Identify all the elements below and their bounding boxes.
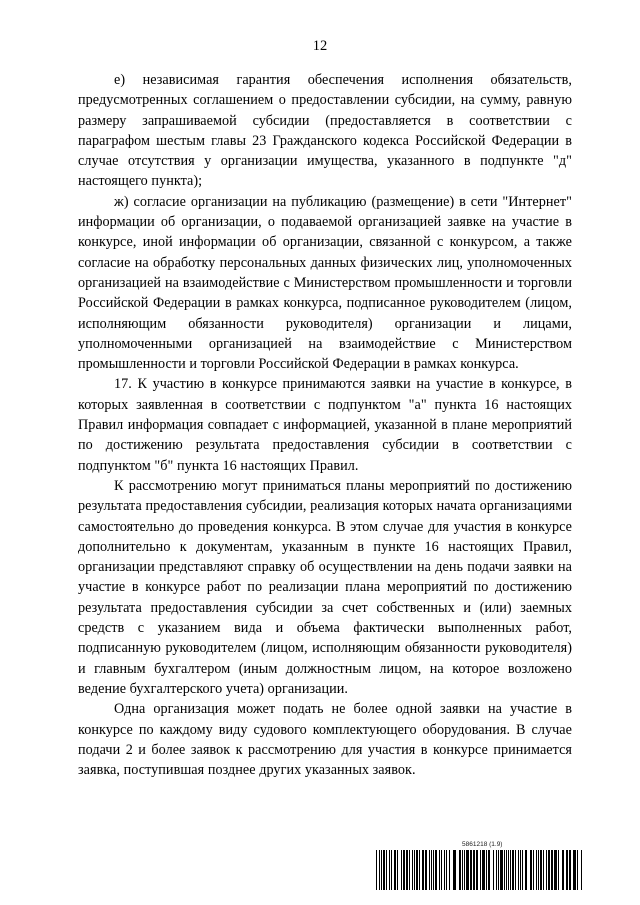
barcode-bar — [500, 850, 503, 890]
barcode-bar — [530, 850, 532, 890]
barcode-bar — [446, 850, 447, 890]
barcode-bar — [551, 850, 553, 890]
barcode-bar — [389, 850, 390, 890]
barcode-bar — [435, 850, 437, 890]
barcode-image — [376, 850, 582, 890]
barcode-bar — [538, 850, 539, 890]
barcode-bar — [412, 850, 413, 890]
barcode-bar — [488, 850, 490, 890]
barcode-bar — [425, 850, 427, 890]
barcode-bar — [464, 850, 465, 890]
barcode-bar — [386, 850, 387, 890]
barcode-bar — [403, 850, 405, 890]
barcode-bar — [520, 850, 521, 890]
barcode-bar — [444, 850, 445, 890]
barcode-bar — [401, 850, 402, 890]
barcode-bar — [554, 850, 557, 890]
barcode-bar — [548, 850, 550, 890]
barcode-bar — [577, 850, 578, 890]
barcode-bar — [383, 850, 385, 890]
barcode-bar — [466, 850, 469, 890]
barcode-bar — [558, 850, 559, 890]
barcode-bar — [406, 850, 408, 890]
barcode-bar — [391, 850, 392, 890]
paragraph-review-plans: К рассмотрению могут приниматься планы мероприятий по достижению результата предоставления субсидии, реализация которых начата организациями самостоятельно до проведения конкурса. В этом случае для участия в конкурсе дополнительно к документам, указанным в пункте 16 настоящих Правил, организации представляют справку об осуществлении на день подачи заявки на участие в конкурсе работ по реализации плана мероприятий по достижению результата предоставления субсидии за счет собственных и (или) заемных средств с указанием вида и объема фактически выполненных работ, подписанную руководителем (лицом, исполняющим обязанности руководителя) и главным бухгалтером (иным должностным лицом, на которое возложено ведение бухгалтерского учета) организации. — [78, 477, 572, 697]
barcode-bar — [422, 850, 424, 890]
barcode-bar — [459, 850, 461, 890]
barcode-bar — [429, 850, 430, 890]
barcode-bar — [482, 850, 485, 890]
barcode-bar — [533, 850, 534, 890]
barcode-bar — [512, 850, 514, 890]
barcode-bar — [462, 850, 463, 890]
paragraph-subitem-e: е) независимая гарантия обеспечения исполнения обязательств, предусмотренных соглашением о предоставлении субсидии, на сумму, равную размеру запрашиваемой субсидии (предоставляется в соответствии с параграфом шестым главы 23 Гражданского кодекса Российской Федерации в случае отсутствия у организации имущества, указанного в подпункте "д" настоящего пункта); — [78, 72, 572, 190]
barcode-bar — [493, 850, 494, 890]
barcode-bar — [525, 850, 527, 890]
barcode-bar — [416, 850, 418, 890]
barcode-bar — [518, 850, 519, 890]
barcode-bar — [453, 850, 456, 890]
barcode-bar — [449, 850, 450, 890]
document-code: 5861218 (1.9) — [462, 841, 503, 848]
barcode-bar — [470, 850, 472, 890]
barcode-bar — [433, 850, 434, 890]
paragraph-single-application: Одна организация может подать не более одной заявки на участие в конкурсе по каждому виду судового комплектующего оборудования. В случае подачи 2 и более заявок к рассмотрению для участия в конкурсе принимается заявка, поступившая позднее других указанных заявок. — [78, 701, 572, 779]
barcode-bar — [536, 850, 537, 890]
barcode-bar — [581, 850, 582, 890]
barcode-bar — [439, 850, 440, 890]
barcode-bar — [419, 850, 420, 890]
barcode-bar — [515, 850, 516, 890]
barcode-bar — [510, 850, 511, 890]
barcode-bar — [506, 850, 507, 890]
barcode-bar — [381, 850, 382, 890]
barcode-bar — [480, 850, 481, 890]
barcode-bar — [543, 850, 544, 890]
barcode-bar — [504, 850, 505, 890]
barcode-bar — [394, 850, 396, 890]
barcode-bar — [498, 850, 499, 890]
barcode-bar — [473, 850, 475, 890]
barcode-bar — [376, 850, 377, 890]
barcode-bar — [431, 850, 432, 890]
paragraph-subitem-zh: ж) согласие организации на публикацию (размещение) в сети "Интернет" информации об организации, о подаваемой организацией заявке на участие в конкурсе, иной информации об организации, связанной с конкурсом, а также согласие на обработку персональных данных физических лиц, уполномоченных организацией на взаимодействие с Министерством промышленности и торговли Российской Федерации в рамках конкурса, подписанное руководителем (лицом, исполняющим обязанности руководителя) организации и лицами, уполномоченными организацией на взаимодействие с Министерством промышленности и торговли Российской Федерации в рамках конкурса. — [78, 193, 572, 373]
barcode-bar — [409, 850, 410, 890]
barcode-bar — [508, 850, 509, 890]
barcode-bar — [540, 850, 542, 890]
barcode-bar — [546, 850, 547, 890]
barcode-bar — [522, 850, 523, 890]
document-body — [78, 70, 572, 780]
barcode-bar — [562, 850, 564, 890]
barcode-bar — [486, 850, 487, 890]
page-number: 12 — [312, 38, 328, 54]
barcode-bar — [496, 850, 497, 890]
barcode-bar — [441, 850, 442, 890]
barcode-bar — [573, 850, 576, 890]
barcode-bar — [569, 850, 571, 890]
barcode-bar — [397, 850, 398, 890]
paragraph-item-17: 17. К участию в конкурсе принимаются заявки на участие в конкурсе, в которых заявленная в соответствии с подпунктом "а" пункта 16 настоящих Правил информация совпадает с информацией, указанной в плане мероприятий по достижению результата предоставления субсидии в соответствии с подпунктом "б" пункта 16 настоящих Правил. — [78, 376, 572, 474]
barcode-bar — [566, 850, 568, 890]
barcode-bar — [379, 850, 380, 890]
barcode-bar — [476, 850, 478, 890]
barcode-bar — [414, 850, 415, 890]
